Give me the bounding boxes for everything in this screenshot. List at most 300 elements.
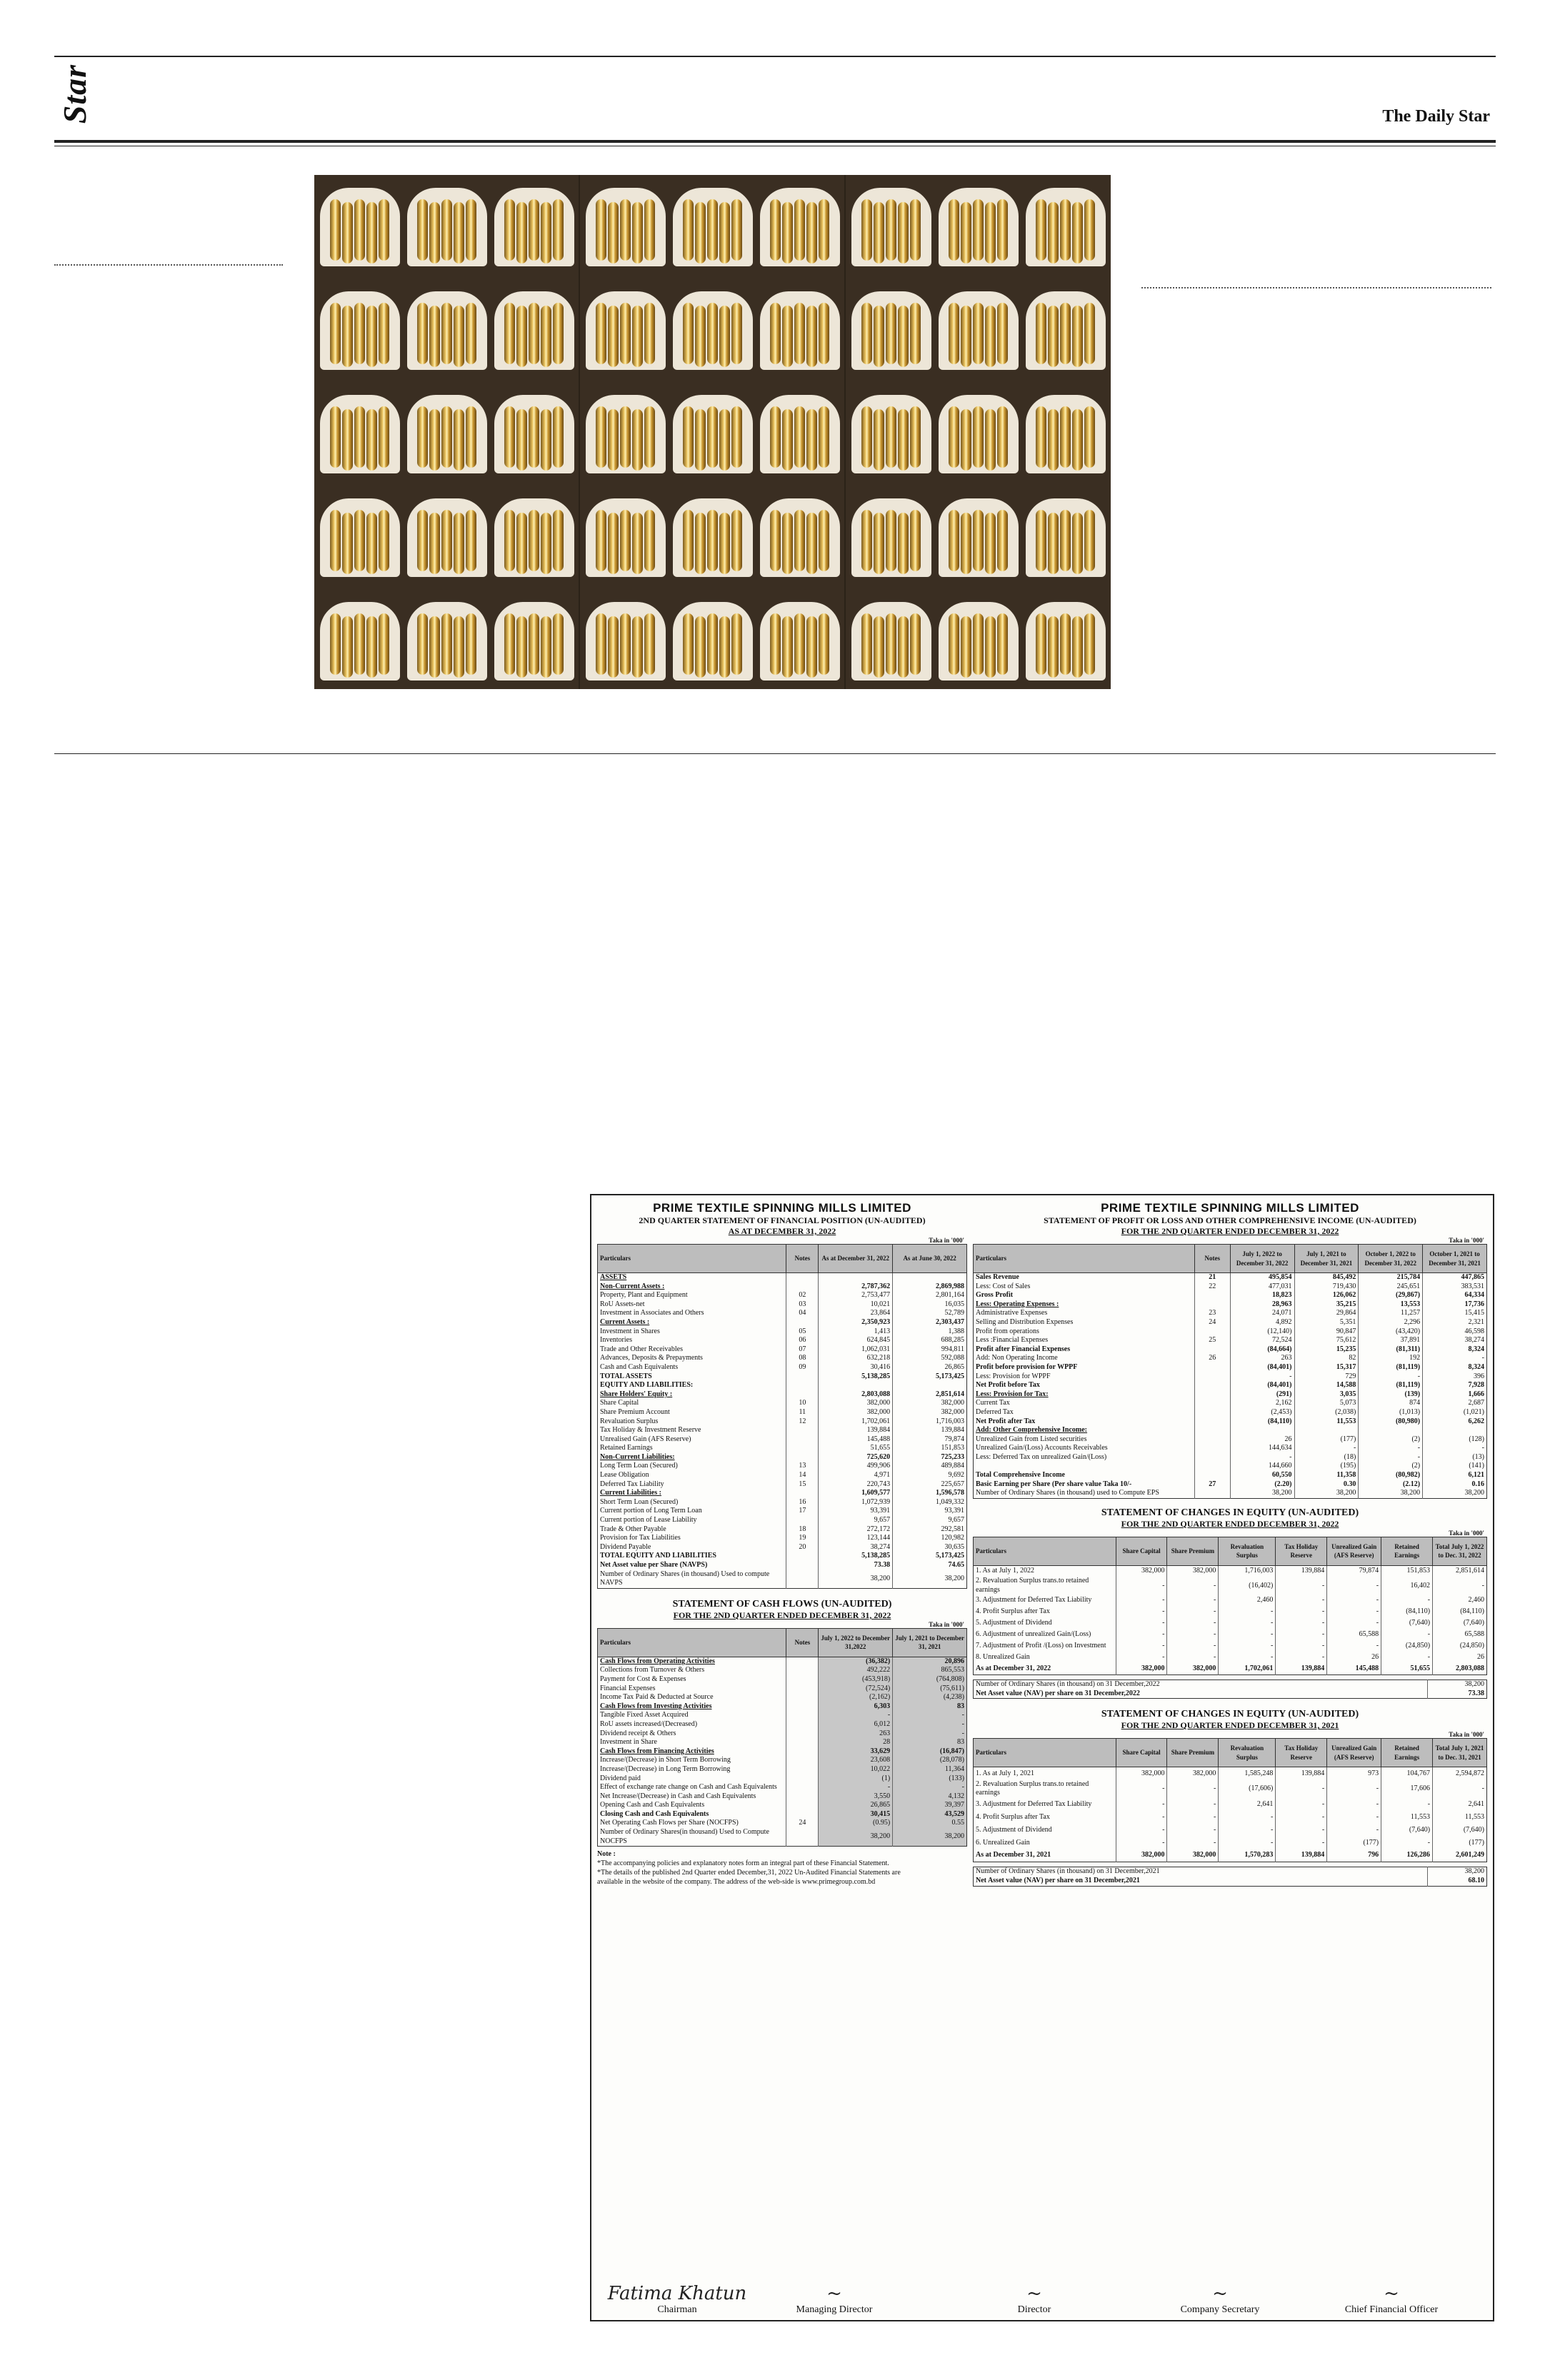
row-label: Cash Flows from Operating Activities	[600, 1657, 715, 1665]
cell-value	[786, 1801, 819, 1810]
row-label: Trade & Other Payable	[600, 1525, 666, 1533]
cell-value	[1230, 1426, 1294, 1435]
row-label: Dividend Payable	[600, 1542, 651, 1551]
cell-value: (141)	[1423, 1462, 1487, 1471]
cell-value: -	[1423, 1444, 1487, 1453]
gold-bangle	[770, 199, 781, 261]
gold-bangle	[985, 202, 996, 263]
cell-value: -	[1359, 1372, 1423, 1382]
cell-value: (28,078)	[893, 1756, 967, 1765]
gold-bangle	[695, 409, 706, 471]
row-label: 5. Adjustment of Dividend	[976, 1825, 1052, 1834]
gold-bangle	[379, 199, 389, 261]
gold-bangle	[874, 616, 884, 678]
row-label: 8. Unrealized Gain	[976, 1653, 1030, 1662]
row-label: Profit after Financial Expenses	[976, 1345, 1071, 1353]
cell-value	[1194, 1399, 1230, 1408]
gold-bangle	[794, 510, 805, 571]
cell-value: 382,000	[819, 1399, 893, 1408]
cell-value: (453,918)	[819, 1675, 893, 1684]
cell-value: 26,865	[819, 1801, 893, 1810]
cell-value: 5,073	[1294, 1399, 1359, 1408]
gold-bangle	[644, 406, 655, 468]
cell-value: -	[1167, 1607, 1219, 1618]
cell-value	[1194, 1381, 1230, 1390]
star-logo: Star	[56, 64, 93, 124]
cell-value: -	[893, 1729, 967, 1739]
cf-subtitle: FOR THE 2ND QUARTER ENDED DECEMBER 31, 2022	[673, 1610, 891, 1620]
row-label: Increase/(Decrease) in Short Term Borrowing	[600, 1756, 731, 1764]
cell-value: 1,702,061	[819, 1417, 893, 1427]
cell-value	[1194, 1444, 1230, 1453]
gold-bangle	[794, 303, 805, 364]
cell-value: 2,869,988	[893, 1282, 967, 1292]
gold-bangle	[417, 613, 428, 675]
table-row	[974, 1462, 1487, 1471]
table-row	[974, 1480, 1487, 1490]
cell-value: -	[893, 1783, 967, 1792]
gold-bangle	[1060, 510, 1071, 571]
cell-value: 2,460	[1219, 1595, 1276, 1607]
table-row	[974, 1282, 1487, 1292]
table-row	[974, 1824, 1487, 1837]
gold-bangle	[553, 406, 564, 468]
cell-value: 7,928	[1423, 1381, 1487, 1390]
cell-value: 2,787,362	[819, 1282, 893, 1292]
row-label: Investment in Shares	[600, 1327, 660, 1335]
gold-bangle	[1084, 406, 1095, 468]
cell-value: (4,238)	[893, 1693, 967, 1702]
cell-value	[786, 1711, 819, 1720]
gold-bangle	[366, 616, 377, 678]
cell-value: (84,401)	[1230, 1381, 1294, 1390]
cell-value	[786, 1318, 819, 1327]
table-row	[598, 1507, 967, 1516]
cell-value: 10,022	[819, 1765, 893, 1774]
cell-value: 38,200	[1428, 1867, 1487, 1877]
cell-value: -	[1167, 1837, 1219, 1849]
cell-value: -	[1276, 1618, 1327, 1630]
cell-value: 447,865	[1423, 1273, 1487, 1282]
gold-bangle	[1072, 616, 1083, 678]
cell-value: 382,000	[1167, 1664, 1219, 1675]
cell-value: 19	[786, 1534, 819, 1543]
gold-bangle	[596, 613, 606, 675]
gold-bangle	[794, 406, 805, 468]
cell-value: 1,388	[893, 1327, 967, 1337]
table-row	[598, 1738, 967, 1747]
gold-bangle	[731, 199, 742, 261]
gold-bangle	[707, 510, 718, 571]
cell-value: 3,035	[1294, 1390, 1359, 1400]
cell-value: -	[1327, 1618, 1381, 1630]
cell-value: (43,420)	[1359, 1327, 1423, 1337]
signature-chairman-scrawl: Fatima Khatun	[607, 2283, 747, 2304]
cell-value: 383,531	[1423, 1282, 1487, 1292]
table-row	[598, 1345, 967, 1355]
table-row	[598, 1819, 967, 1828]
gold-bangle	[961, 202, 971, 263]
row-label: RoU Assets-net	[600, 1300, 645, 1308]
table-row	[598, 1444, 967, 1453]
row-label: Financial Expenses	[600, 1684, 656, 1692]
cell-value: 93,391	[819, 1507, 893, 1516]
table-row	[974, 1811, 1487, 1824]
gold-bangle	[707, 613, 718, 675]
cell-value: 6,262	[1423, 1417, 1487, 1427]
table-row	[974, 1618, 1487, 1630]
row-label: Net Profit after Tax	[976, 1417, 1036, 1425]
gold-bangle	[379, 406, 389, 468]
gold-bangle	[529, 199, 539, 261]
cell-value	[786, 1516, 819, 1525]
cell-value: 382,000	[893, 1408, 967, 1417]
table-row	[974, 1641, 1487, 1652]
cell-value: 11,358	[1294, 1471, 1359, 1480]
row-label: Effect of exchange rate change on Cash and Cash Equivalents	[600, 1783, 777, 1792]
gold-bangle	[379, 510, 389, 571]
gold-bangle	[949, 303, 959, 364]
gold-bangle	[707, 303, 718, 364]
row-label: Cash Flows from Financing Activities	[600, 1747, 714, 1755]
gold-bangle	[695, 306, 706, 367]
cell-value: 126,062	[1294, 1291, 1359, 1300]
table-row	[598, 1336, 967, 1345]
column-header: July 1, 2022 to December 31,2022	[819, 1628, 893, 1657]
gold-bangle	[910, 613, 921, 675]
table-row	[598, 1684, 967, 1694]
financial-statement-ad	[590, 1194, 1494, 2321]
cell-value: (2,038)	[1294, 1408, 1359, 1417]
cell-value: 104,767	[1381, 1767, 1433, 1780]
gold-bangle	[366, 513, 377, 574]
gold-bangle	[707, 406, 718, 468]
table-row	[598, 1543, 967, 1552]
cell-value: 11,553	[1294, 1417, 1359, 1427]
gold-bangle	[961, 409, 971, 471]
row-label: Retained Earnings	[600, 1444, 653, 1452]
cell-value: 382,000	[1116, 1767, 1167, 1780]
table-row	[974, 1767, 1487, 1780]
cell-value: 1,716,003	[1219, 1565, 1276, 1577]
gold-bangle	[454, 616, 464, 678]
cell-value: 1,072,939	[819, 1498, 893, 1507]
cell-value: (1,021)	[1423, 1408, 1487, 1417]
row-label: Deferred Tax Liability	[600, 1480, 664, 1488]
cell-value: 220,743	[819, 1480, 893, 1490]
gold-bangle	[608, 616, 619, 678]
table-row	[598, 1666, 967, 1675]
gold-bangle	[997, 303, 1008, 364]
cell-value: (17,606)	[1219, 1780, 1276, 1798]
row-label: Number of Ordinary Shares(in thousand) Used to Compute NOCFPS	[600, 1828, 769, 1845]
gold-bangle	[466, 510, 476, 571]
note-title: Note :	[597, 1850, 616, 1859]
column-header: Retained Earnings	[1381, 1739, 1433, 1767]
cell-value: (7,640)	[1433, 1618, 1487, 1630]
cell-value	[786, 1738, 819, 1747]
cell-value: 28,963	[1230, 1300, 1294, 1310]
cell-value: 33,629	[819, 1747, 893, 1757]
table-row	[598, 1435, 967, 1445]
cell-value: 6,303	[819, 1702, 893, 1712]
cell-value: -	[1219, 1641, 1276, 1652]
cell-value: 38,200	[1294, 1489, 1359, 1498]
table-row	[598, 1282, 967, 1292]
gold-bangle	[997, 199, 1008, 261]
row-label: Less: Cost of Sales	[976, 1282, 1031, 1290]
table-row	[598, 1525, 967, 1535]
column-header: Particulars	[598, 1628, 786, 1657]
gold-bangle	[1084, 199, 1095, 261]
cell-value: 725,233	[893, 1453, 967, 1462]
column-header: Notes	[1194, 1245, 1230, 1273]
cell-value	[786, 1273, 819, 1282]
gold-bangle	[516, 616, 527, 678]
row-label: Less: Provision for WPPF	[976, 1372, 1051, 1380]
table-row	[598, 1390, 967, 1400]
gold-bangle	[731, 510, 742, 571]
cell-value	[786, 1666, 819, 1675]
row-label: Gross Profit	[976, 1291, 1014, 1300]
cell-value: (2.12)	[1359, 1480, 1423, 1490]
gold-bangle	[620, 406, 631, 468]
row-label: Current Tax	[976, 1399, 1010, 1407]
table-row	[974, 1798, 1487, 1811]
row-label: RoU assets increased/(Decreased)	[600, 1719, 698, 1728]
cell-value: 38,200	[1359, 1489, 1423, 1498]
gold-bangle	[961, 616, 971, 678]
row-label: Number of Ordinary Shares (in thousand) Used to compute NAVPS	[600, 1570, 770, 1587]
cell-value	[786, 1381, 819, 1390]
table-row	[974, 1577, 1487, 1595]
table-row	[974, 1607, 1487, 1618]
cell-value: 2,801,164	[893, 1291, 967, 1300]
gold-bangle	[596, 199, 606, 261]
gold-bangle	[949, 613, 959, 675]
row-label: Profit before provision for WPPF	[976, 1362, 1078, 1371]
cell-value: 495,854	[1230, 1273, 1294, 1282]
cell-value: 272,172	[819, 1525, 893, 1535]
cell-value: 90,847	[1294, 1327, 1359, 1337]
cell-value: 6,121	[1423, 1471, 1487, 1480]
table-row	[974, 1444, 1487, 1453]
row-label: TOTAL EQUITY AND LIABILITIES	[600, 1552, 716, 1560]
gold-bangle	[429, 202, 440, 263]
gold-bangle	[1060, 613, 1071, 675]
gold-bangle	[342, 306, 353, 367]
gold-bangle	[454, 409, 464, 471]
cell-value: 1,702,061	[1219, 1664, 1276, 1675]
row-label: Tangible Fixed Asset Acquired	[600, 1711, 689, 1719]
gold-bangle	[973, 613, 984, 675]
eq22-taka-unit: Taka in '000'	[1449, 1529, 1484, 1537]
cell-value: -	[1116, 1780, 1167, 1798]
cell-value: 382,000	[819, 1408, 893, 1417]
cell-value	[1194, 1327, 1230, 1337]
cell-value: -	[1327, 1811, 1381, 1824]
cell-value: 144,634	[1230, 1444, 1294, 1453]
gold-bangle	[973, 406, 984, 468]
cell-value: (291)	[1230, 1390, 1294, 1400]
row-label: Number of Ordinary Shares (in thousand) on 31 December,2022	[976, 1680, 1160, 1689]
fp-title: 2ND QUARTER STATEMENT OF FINANCIAL POSITION (UN-AUDITED)	[639, 1215, 926, 1225]
eq21-subtitle: FOR THE 2ND QUARTER ENDED DECEMBER 31, 2021	[1121, 1720, 1339, 1731]
cell-value: -	[1167, 1780, 1219, 1798]
row-label: Number of Ordinary Shares (in thousand) on 31 December,2021	[976, 1867, 1160, 1876]
gold-bangle	[1060, 199, 1071, 261]
cell-value: 292,581	[893, 1525, 967, 1535]
table-row	[974, 1664, 1487, 1675]
column-header: Particulars	[598, 1245, 786, 1273]
table-row	[598, 1774, 967, 1784]
row-label: 6. Unrealized Gain	[976, 1838, 1030, 1847]
cell-value: -	[1116, 1652, 1167, 1664]
gold-bangle	[1036, 303, 1046, 364]
row-label: Less :Financial Expenses	[976, 1336, 1049, 1345]
gold-bangle	[1072, 202, 1083, 263]
gold-bangle	[683, 613, 694, 675]
cell-value: 3,550	[819, 1792, 893, 1802]
table-row	[974, 1327, 1487, 1337]
company-name: PRIME TEXTILE SPINNING MILLS LIMITED	[653, 1201, 911, 1215]
cell-value	[893, 1273, 967, 1282]
cell-value: -	[1423, 1354, 1487, 1363]
gold-bangle	[782, 409, 793, 471]
top-rule	[54, 56, 1496, 57]
gold-bangle	[874, 306, 884, 367]
cell-value: 2,296	[1359, 1318, 1423, 1327]
row-label: 3. Adjustment for Deferred Tax Liability	[976, 1596, 1092, 1605]
table-row	[974, 1471, 1487, 1480]
cell-value: -	[1276, 1577, 1327, 1595]
table-row	[598, 1756, 967, 1765]
gold-bangle	[632, 409, 643, 471]
column-header: Unrealized Gain (AFS Reserve)	[1327, 1537, 1381, 1565]
cell-value: -	[819, 1783, 893, 1792]
gold-bangle	[632, 616, 643, 678]
cell-value: (128)	[1423, 1435, 1487, 1445]
row-label: Selling and Distribution Expenses	[976, 1317, 1074, 1326]
gold-bangle	[366, 409, 377, 471]
table-row	[598, 1534, 967, 1543]
cell-value	[1194, 1462, 1230, 1471]
cell-value: (2.20)	[1230, 1480, 1294, 1490]
cell-value: -	[1116, 1630, 1167, 1641]
row-label: Net Asset value (NAV) per share on 31 December,2022	[976, 1689, 1140, 1697]
table-row	[974, 1453, 1487, 1462]
column-header: October 1, 2021 to December 31, 2021	[1423, 1245, 1487, 1273]
gold-bangle	[541, 409, 551, 471]
cell-value: 11,553	[1433, 1811, 1487, 1824]
column-header: Share Premium	[1167, 1537, 1219, 1565]
table-row	[598, 1327, 967, 1337]
gold-bangle	[379, 303, 389, 364]
gold-bangle	[541, 306, 551, 367]
column-header: As at December 31, 2022	[819, 1245, 893, 1273]
cell-value	[786, 1828, 819, 1847]
gold-bangle	[596, 406, 606, 468]
gold-bangle	[973, 303, 984, 364]
row-label: Deferred Tax	[976, 1407, 1014, 1416]
cell-value: 1,666	[1423, 1390, 1487, 1400]
gold-bangle	[1048, 616, 1059, 678]
gold-bangle	[910, 406, 921, 468]
cell-value: 9,692	[893, 1471, 967, 1480]
row-label: Tax Holiday & Investment Reserve	[600, 1426, 701, 1435]
cf-taka-unit: Taka in '000'	[929, 1620, 964, 1628]
company-name-right: PRIME TEXTILE SPINNING MILLS LIMITED	[1101, 1201, 1359, 1215]
cell-value	[1194, 1363, 1230, 1372]
gold-bangle	[366, 306, 377, 367]
gold-bangle	[961, 513, 971, 574]
cell-value: 23	[1194, 1309, 1230, 1318]
signature-secretary	[1149, 2283, 1291, 2316]
gold-bangle	[961, 306, 971, 367]
cell-value: 145,488	[1327, 1664, 1381, 1675]
gold-bangle	[620, 199, 631, 261]
cell-value: 02	[786, 1291, 819, 1300]
cell-value	[786, 1552, 819, 1561]
gold-bangle	[529, 303, 539, 364]
gold-bangle	[608, 513, 619, 574]
cell-value: 6,012	[819, 1720, 893, 1729]
cell-value: -	[1276, 1652, 1327, 1664]
row-label: Cash Flows from Investing Activities	[600, 1702, 712, 1710]
cell-value: (84,110)	[1230, 1417, 1294, 1427]
gold-bangle	[429, 409, 440, 471]
row-label: Less: Deferred Tax on unrealized Gain/(Loss)	[976, 1452, 1107, 1461]
cell-value: 46,598	[1423, 1327, 1487, 1337]
table-row	[974, 1489, 1487, 1498]
gold-bangle	[719, 409, 730, 471]
gold-bangle	[466, 199, 476, 261]
cell-value: -	[1381, 1798, 1433, 1811]
column-header: Notes	[786, 1245, 819, 1273]
cell-value: -	[1116, 1607, 1167, 1618]
cell-value: 2,162	[1230, 1399, 1294, 1408]
cell-value: -	[1327, 1595, 1381, 1607]
row-label: As at December 31, 2021	[976, 1851, 1051, 1859]
gold-bangle	[770, 406, 781, 468]
cell-value: 06	[786, 1336, 819, 1345]
table-row	[598, 1516, 967, 1525]
cell-value: -	[893, 1711, 967, 1720]
cell-value: (16,402)	[1219, 1577, 1276, 1595]
cell-value: 729	[1294, 1372, 1359, 1382]
table-row	[598, 1408, 967, 1417]
cell-value: -	[1276, 1780, 1327, 1798]
column-header: Particulars	[974, 1739, 1116, 1767]
signature-director-scrawl: ~	[1026, 2283, 1042, 2304]
cell-value: 79,874	[893, 1435, 967, 1445]
signature-cfo-title: Chief Financial Officer	[1344, 2304, 1439, 2315]
row-label: Net Increase/(Decrease) in Cash and Cash Equivalents	[600, 1792, 756, 1800]
row-label: Net Operating Cash Flows per Share (NOCFPS)	[600, 1819, 739, 1827]
cell-value: 4,132	[893, 1792, 967, 1802]
gold-bangle	[985, 306, 996, 367]
cell-value: 1,062,031	[819, 1345, 893, 1355]
cell-value: 37,891	[1359, 1336, 1423, 1345]
gold-bangle	[330, 510, 341, 571]
cell-value: 93,391	[893, 1507, 967, 1516]
cell-value: (81,119)	[1359, 1363, 1423, 1372]
cell-value: 2,303,437	[893, 1318, 967, 1327]
table-row	[974, 1408, 1487, 1417]
cell-value: (1)	[819, 1774, 893, 1784]
table-row	[598, 1711, 967, 1720]
table-row	[598, 1810, 967, 1819]
